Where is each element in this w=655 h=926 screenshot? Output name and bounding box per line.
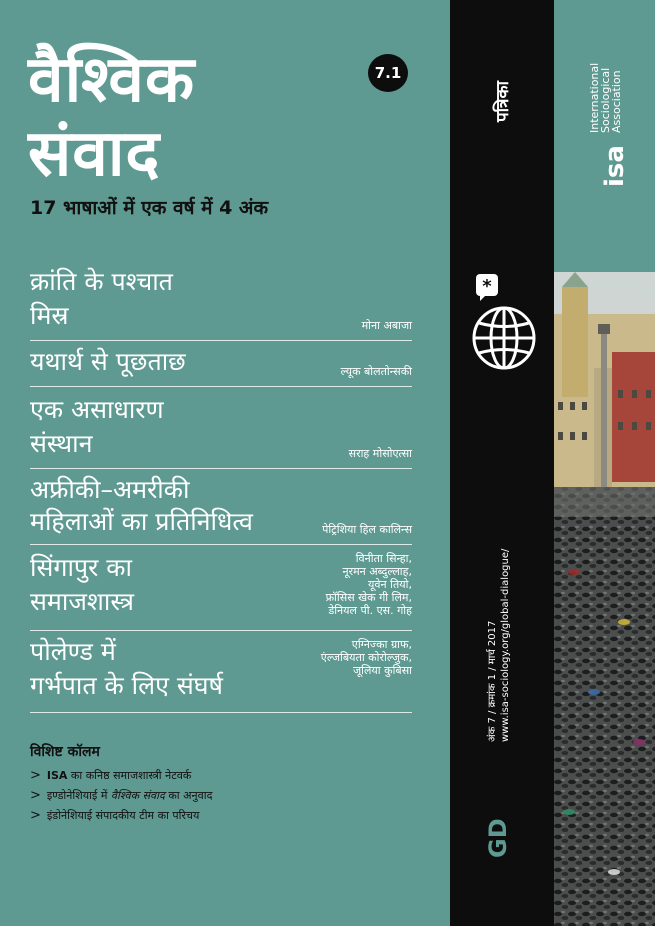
featured-item-text: का कनिष्ठ समाजशास्त्री नेटवर्क <box>67 769 192 782</box>
chevron-right-icon: > <box>30 808 41 823</box>
tagline: 17 भाषाओं में एक वर्ष में 4 अंक <box>30 197 269 219</box>
featured-item-text: का अनुवाद <box>164 789 213 802</box>
gd-logo: GD <box>484 818 512 858</box>
author-name: ल्यूक बोलतोन्सकी <box>340 365 412 378</box>
cover-photo <box>554 272 655 926</box>
author-name: सराह मोसोएत्सा <box>348 447 412 460</box>
article-title-line1: अफ्रीकी–अमरीकी <box>30 475 190 504</box>
isa-name-line: Sociological <box>599 67 612 133</box>
article-author <box>362 319 412 332</box>
isa-logo: isa <box>600 145 630 187</box>
featured-item-emphasis: वैश्विक संवाद <box>110 789 165 802</box>
article-title-line1: पोलेण्ड में <box>30 637 116 666</box>
featured-item-bold: ISA <box>46 769 68 782</box>
article-author <box>322 523 412 536</box>
author-name: फ्रॉसिस खेक गी लिम, <box>325 591 412 604</box>
patrika-label: पत्रिका <box>493 81 513 122</box>
globe-speech-icon <box>466 270 542 380</box>
featured-columns <box>30 742 212 826</box>
isa-name-line: Association <box>610 70 623 133</box>
spine-strip <box>450 0 554 926</box>
chevron-right-icon: > <box>30 768 41 783</box>
article-african-american[interactable] <box>30 470 412 545</box>
article-egypt[interactable] <box>30 264 412 341</box>
article-title-line2: महिलाओं का प्रतिनिधित्व <box>30 507 253 536</box>
article-author <box>349 447 412 460</box>
article-title-line1: एक असाधारण <box>30 395 164 424</box>
article-title-line2: गर्भपात के लिए संघर्ष <box>30 671 223 700</box>
featured-item-text: इंडोनेशियाई संपादकीय टीम का परिचय <box>46 809 200 822</box>
article-reality[interactable] <box>30 342 412 387</box>
article-singapore[interactable] <box>30 546 412 631</box>
spine-issue-info <box>486 549 512 742</box>
volume-text: अंक 7 / क्रमांक 1 / मार्च 2017 <box>487 620 498 742</box>
article-title-line1: यथार्थ से पूछताछ <box>30 347 186 376</box>
article-poland[interactable] <box>30 632 412 713</box>
featured-item[interactable] <box>30 806 212 826</box>
author-name: डेनियल पी. एस. गोह <box>328 604 412 617</box>
article-title-line1: सिंगापुर का <box>30 553 132 582</box>
author-name: जूलिया कुबिसा <box>352 664 412 677</box>
magazine-title-line1: वैश्विक <box>28 43 196 117</box>
magazine-title-line2: संवाद <box>28 117 161 191</box>
author-name: यूवेन तियो, <box>368 578 412 591</box>
article-authors <box>326 552 412 617</box>
article-institution[interactable] <box>30 388 412 469</box>
author-name: एग्निज्का ग्राफ, <box>351 638 412 651</box>
featured-title: विशिष्ट कॉलम <box>30 744 100 760</box>
isa-name <box>589 63 622 133</box>
issue-number-badge: 7.1 <box>368 54 408 92</box>
article-title-line1: क्रांति के पश्चात <box>30 267 173 296</box>
isa-name-line: International <box>588 62 601 133</box>
author-name: पेट्रिशिया हिल कालिन्स <box>322 523 412 536</box>
article-title-line2: मिस्र <box>30 301 69 330</box>
article-title-line2: समाजशास्त्र <box>30 587 134 616</box>
featured-item[interactable] <box>30 786 212 806</box>
svg-text:*: * <box>482 276 492 297</box>
author-name: मोना अबाजा <box>361 319 412 332</box>
chevron-right-icon: > <box>30 788 41 803</box>
article-authors <box>321 638 412 677</box>
featured-item[interactable] <box>30 766 212 786</box>
author-name: एंल्जबियता कोरोल्जुक, <box>320 651 412 664</box>
featured-item-text: इण्डोनेशियाई में <box>46 789 111 802</box>
author-name: नूरमन अब्दुल्लाह, <box>342 565 412 578</box>
author-name: विनीता सिन्हा, <box>355 552 412 565</box>
article-title-line2: संस्थान <box>30 429 93 458</box>
article-author <box>341 365 412 378</box>
website-url[interactable]: www.isa-sociology.org/global-dialogue/ <box>500 548 511 742</box>
